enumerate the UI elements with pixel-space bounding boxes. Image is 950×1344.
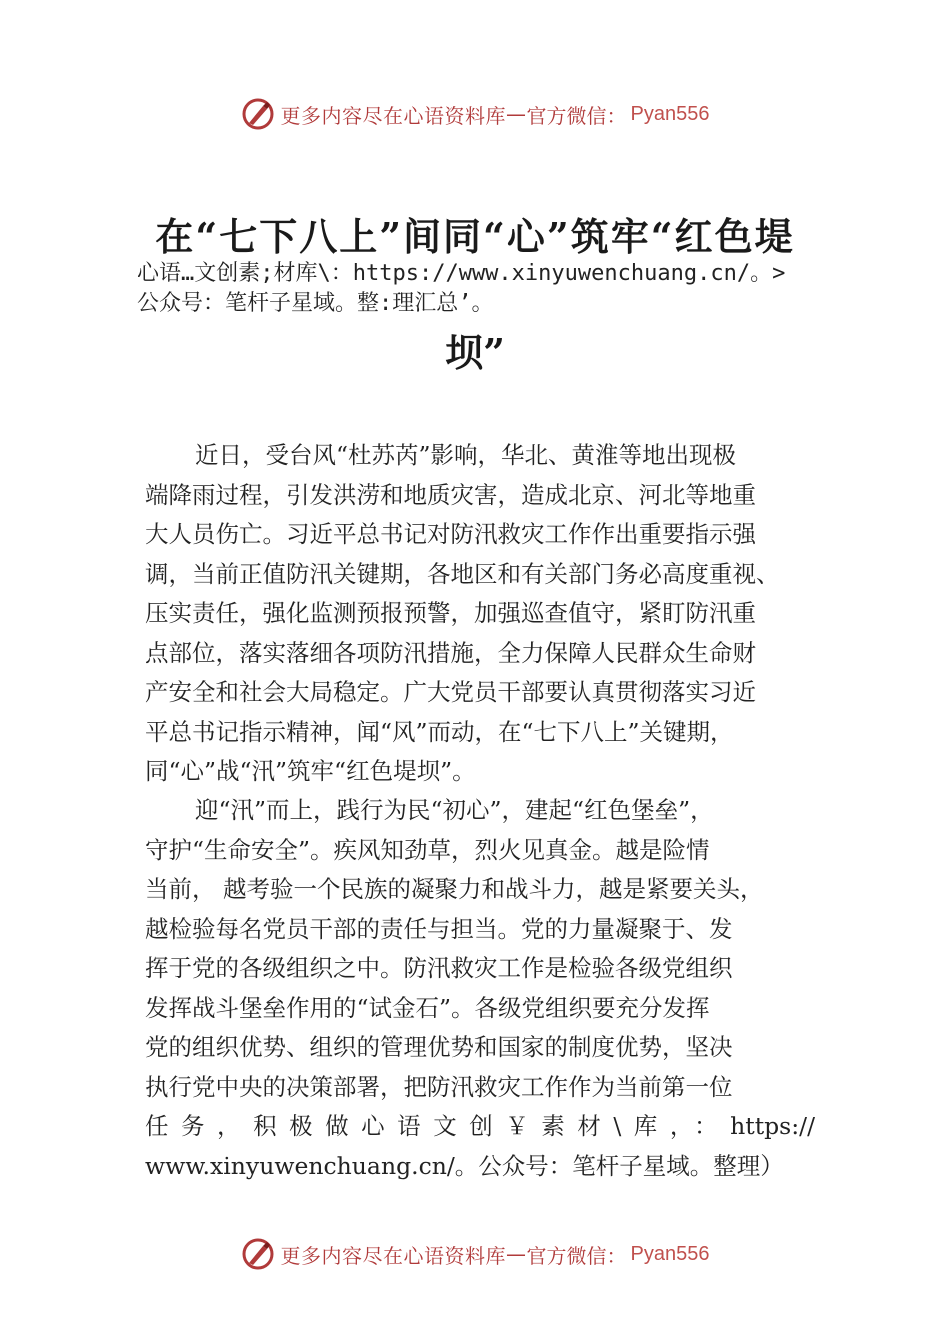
watermark-wechat-label: 官方微信： xyxy=(526,1243,627,1268)
paragraph-2 xyxy=(145,791,815,1186)
paragraph-line: 近日，受台风“杜苏芮”影响，华北、黄淮等地出现极 xyxy=(195,441,737,469)
watermark-dash: — xyxy=(506,102,527,126)
paragraph-1 xyxy=(145,436,815,792)
watermark-wechat-label: 官方微信： xyxy=(526,103,627,128)
paragraph-line: 端降雨过程，引发洪涝和地质灾害，造成北京、河北等地重 xyxy=(145,480,756,509)
paragraph-line: 执行党中央的决策部署，把防汛救灾工作作为当前第一位 xyxy=(145,1072,733,1101)
watermark-brand: 更多内容尽在心语资料库 xyxy=(280,1243,507,1268)
watermark-brand: 更多内容尽在心语资料库 xyxy=(280,103,507,128)
paragraph-line: 压实责任，强化监测预报预警，加强巡查值守，紧盯防汛重 xyxy=(145,599,756,627)
watermark-banner-bottom xyxy=(0,1234,950,1274)
paragraph-line: 平总书记指示精神，闻“风”而动，在“七下八上”关键期， xyxy=(145,717,734,746)
paragraph-line: 当前， 越考验一个民族的凝聚力和战斗力，越是紧要关头， xyxy=(145,875,764,903)
paragraph-line: 越检验每名党员干部的责任与担当。党的力量凝聚于、发 xyxy=(145,914,733,943)
pen-logo-icon xyxy=(241,97,275,131)
source-line-1: 心语…文创素;材库\：https://www.xinyuwenchuang.cn/。> xyxy=(137,261,786,286)
source-line-2: 公众号：笔杆子星域。整:理汇总’。 xyxy=(137,291,494,316)
paragraph-line: 挥于党的各级组织之中。防汛救灾工作是检验各级党组织 xyxy=(145,954,733,982)
watermark-banner-top xyxy=(0,94,950,134)
watermark-dash: — xyxy=(506,1242,527,1266)
paragraph-line: 点部位，落实落细各项防汛措施，全力保障人民群众生命财 xyxy=(145,638,756,667)
document-title-line1: 在“七下八上”间同“心”筑牢“红色堤 xyxy=(155,214,795,259)
watermark-handle: Pyan556 xyxy=(630,1242,710,1265)
paragraph-line: 党的组织优势、组织的管理优势和国家的制度优势，坚决 xyxy=(145,1033,733,1061)
watermark-handle: Pyan556 xyxy=(630,102,710,125)
paragraph-line: 产安全和社会大局稳定。广大党员干部要认真贯彻落实习近 xyxy=(145,678,756,706)
pen-logo-icon xyxy=(241,1237,275,1271)
paragraph-line: www.xinyuwenchuang.cn/。公众号：笔杆子星域。整理） xyxy=(145,1151,784,1180)
paragraph-line: 守护“生命安全”。疾风知劲草，烈火见真金。越是险情 xyxy=(145,835,710,864)
document-title-line2: 坝” xyxy=(445,330,505,375)
paragraph-line: 发挥战斗堡垒作用的“试金石”。各级党组织要充分发挥 xyxy=(145,993,710,1022)
paragraph-line: 调，当前正值防汛关键期，各地区和有关部门务必高度重视、 xyxy=(145,559,780,588)
paragraph-line: 大人员伤亡。习近平总书记对防汛救灾工作作出重要指示强 xyxy=(145,520,756,548)
paragraph-line: 任务，积极做心语文创￥素材\库，：https:// xyxy=(145,1112,815,1140)
paragraph-line: 同“心”战“汛”筑牢“红色堤坝”。 xyxy=(145,757,476,785)
paragraph-line: 迎“汛”而上，践行为民“初心”，建起“红色堡垒”， xyxy=(195,796,714,824)
